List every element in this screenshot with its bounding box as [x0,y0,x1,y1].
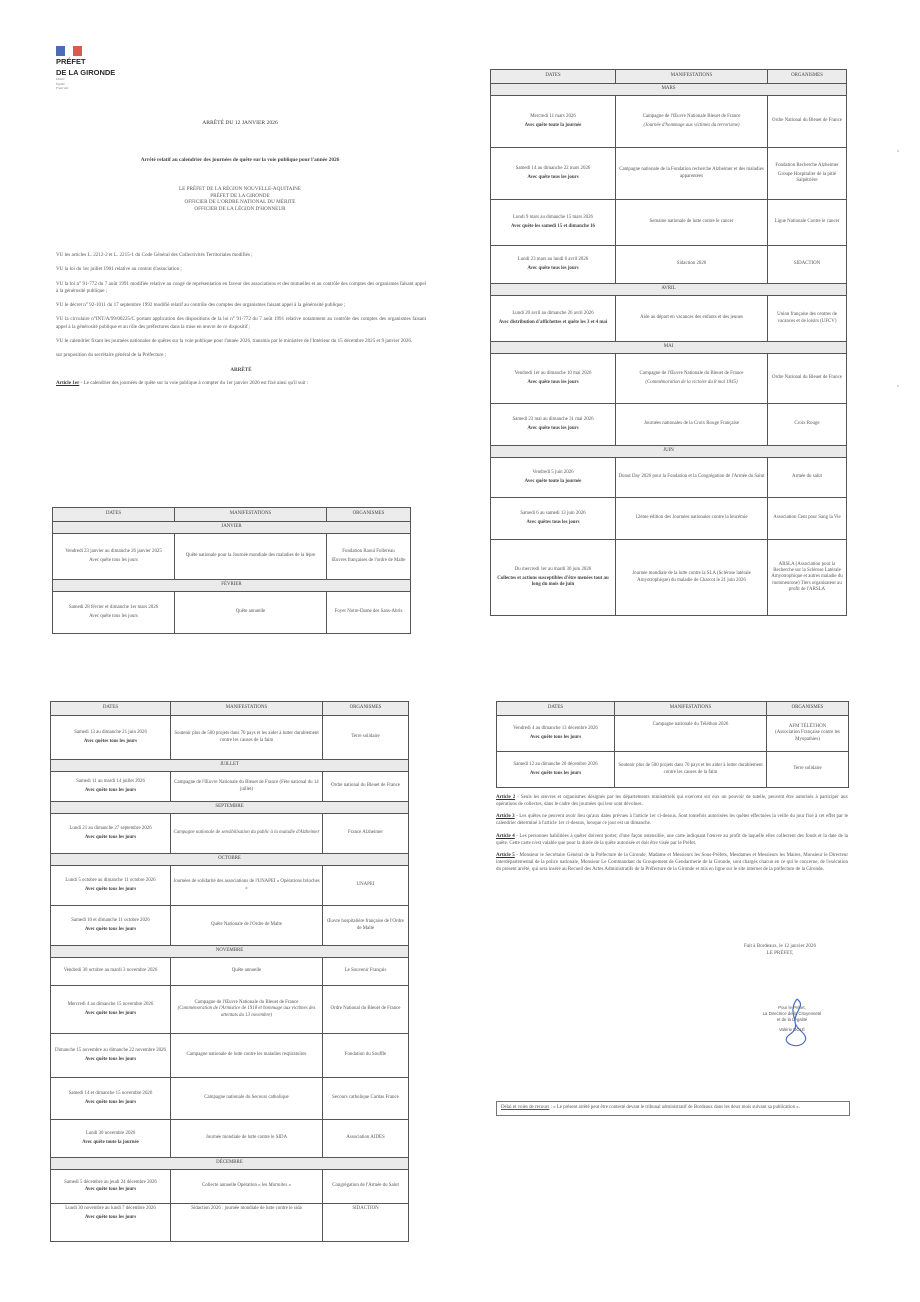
month-row-novembre: NOVEMBRE [51,946,409,958]
quete-note: Avec quête tous les jours [529,771,582,776]
motto-egalite: Égalité [56,81,65,86]
manifestation-cell: Campagne de l'Œuvre Nationale du Bleuet de France [194,1000,299,1006]
month-row-septembre: SEPTEMBRE [51,802,409,814]
organisme-cell: Union française des centres de vacances et de loisirs (UFCV) [768,296,847,342]
table-row [497,716,849,752]
manifestation-cell: Campagne nationale du Téléthon 2026 [615,716,767,752]
page-2 [490,65,850,655]
manifestation-cell: Campagne de l'Œuvre Nationale Bleuet de France [642,113,741,119]
organisme-cell: Fondation du Souffle [323,1034,409,1078]
prefet-logo [56,46,115,91]
marianne-flag-icon [56,46,82,56]
signatory-title: LE PRÉFET, [766,949,794,956]
recours-box [496,1101,850,1116]
visa-paragraph: VU le décret n° 92-1011 du 17 septembre 1992 modifié relatif au contrôle des comptes des organismes faisant appel à la générosité publique ; [56,302,346,309]
table-row [53,534,411,580]
article-1 [56,380,426,387]
document-title: ARRÊTÉ DU 12 JANVIER 2026 [202,120,278,126]
calendar-table-1 [52,507,411,634]
manifestation-cell: Campagne nationale de lutte contre les maladies respiratoires [171,1034,323,1078]
date-cell: Lundi 5 octobre au dimanche 11 octobre 2026 [65,877,156,883]
col-header-manifestations: MANIFESTATIONS [616,70,768,84]
month-row-janvier: JANVIER [53,522,411,534]
date-cell: Dimanche 15 novembre au dimanche 22 novembre 2026 [55,1047,166,1053]
page-1 [40,40,440,650]
date-cell: Lundi 20 avril au dimanche 26 avril 2026 [512,310,594,316]
signatory-role: La Directrice de la Citoyenneté [762,1011,822,1017]
date-cell: Vendredi 30 octobre au mardi 3 novembre 2026 [51,958,171,986]
manifestation-cell: Collecte annuelle Opération « les [202,1183,268,1189]
manifestation-cell: Sidaction 2026 : journée mondiale de lutte contre le sida [171,1204,323,1242]
table-header-row [53,508,411,522]
scan-mark [897,150,899,152]
col-header-dates: DATES [491,70,616,84]
quete-note: Avec quête tous les jours [89,614,138,619]
visas-block [56,252,426,394]
manifestation-cell: 12ème édition des Journées nationales contre la leucémie [616,498,768,540]
manifestation-cell: Sidaction 2026 [616,246,768,284]
quete-note: Avec quête tous les jours [84,1215,137,1221]
table-row [51,716,409,760]
authority-block [40,186,440,212]
col-header-manifestations: MANIFESTATIONS [171,702,323,716]
logo-name-line2: DE LA GIRONDE [56,67,116,77]
table-header-row [491,70,847,84]
calendar-table-4 [496,701,849,788]
date-cell: Vendredi 1er au dimanche 10 mai 2026 [514,370,592,376]
organisme-cell: AFM TÉLÉTHON [788,724,827,730]
scan-mark [897,385,899,387]
manifestation-cell: Quête Nationale de l'Ordre de Malte [171,906,323,946]
col-header-dates: DATES [53,508,175,522]
page-4 [490,695,852,1155]
manifestation-cell: Campagne de l'Œuvre Nationale du Bleuet de France (Fête national du 14 juillet) [171,772,323,802]
visa-paragraph: sur proposition du secrétaire général de la Préfecture ; [56,352,167,359]
quete-note: Avec quêtes tous les jours [83,739,138,744]
date-cell: Samedi 23 mai au dimanche 31 mai 2026 [512,416,594,422]
organisme-cell: Terre solidaire [323,716,409,760]
month-row-juin: JUIN [491,446,847,458]
table-row [51,1204,409,1242]
col-header-manifestations: MANIFESTATIONS [175,508,327,522]
article-1-label: Article 1er [56,379,80,386]
table-row [491,246,847,284]
authority-line: PRÉFET DE LA GIRONDE [210,192,270,199]
manifestation-cell: Journée mondiale de lutte contre le SIDA [171,1120,323,1158]
organisme-cell: Fondation Recherche Alzheimer [775,162,839,168]
visa-paragraph: VU la loi du 1er juillet 1901 relative au contrat d'association ; [56,266,182,273]
col-header-manifestations: MANIFESTATIONS [615,702,767,716]
motto-fraternite: Fraternité [56,86,69,91]
date-cell: Samedi 12 au dimanche 20 décembre 2026 [513,761,598,767]
quete-note: Avec quête tous les jours [84,887,137,892]
month-row-mai: MAI [491,342,847,354]
manifestation-note: (Commémoration de la victoire du 8 mai 1945) [645,380,738,385]
visa-paragraph: VU les articles L. 2212-2 et L. 2215-1 du Code Général des Collectivités Territoriales modifiés ; [56,252,253,258]
motto-liberte: Liberté [56,77,65,81]
organisme-cell: France Alzheimer [323,814,409,854]
articles-block [496,795,848,879]
quete-note: Avec quête tous les jours [84,927,137,932]
table-row [51,1078,409,1120]
table-row [491,200,847,246]
date-cell: Vendredi 23 janvier au dimanche 26 janvier 2025 [65,548,162,554]
signatory-for: Pour le Préfet, [778,1005,806,1010]
organisme-cell: Foyer Notre-Dame des Sans-Abris [327,592,411,634]
manifestation-cell: Campagne nationale de la Fondation recherche Alzheimer et des maladies apparentées [616,148,768,200]
col-header-dates: DATES [497,702,615,716]
quete-note: Avec quête tous les jours [84,835,137,840]
date-cell: Samedi 5 décembre au jeudi 24 décembre 2026 [64,1179,157,1185]
manifestation-cell: Aide au départ en vacances des enfants et des jeunes [616,296,768,342]
quete-note: Avec quête tous les jours [527,380,579,385]
quete-note: Avec quête tous les jours [527,266,579,271]
quete-note: Avec distribution d'affichettes et quête les 3 et 4 mai [498,320,608,325]
organisme-cell: Fondation Raoul Follereau [342,548,395,554]
manifestation-note: (Commémoration de l'Armistice de 1918 et hommage aux victimes des attentats du 13 novembre) [177,1006,316,1018]
authority-line: OFFICIER DE L'ORDRE NATIONAL DU MÉRITE [184,199,296,206]
manifestation-cell: Quête annuelle [175,592,327,634]
organisme-cell: Ordre National du Bleuet de France [323,986,409,1034]
organisme-cell: Croix Rouge [768,404,847,446]
table-header-row [51,702,409,716]
organisme-cell: UNAPEI [323,866,409,906]
manifestation-cell: Soutenir plus de 500 projets dans 70 pays et les aider à lutter durablement contre les causes de la faim [171,716,323,760]
organisme-cell: SIDACTION [323,1204,409,1242]
organisme-cell: Terre solidaire [767,752,849,788]
article-1-text: - Le calendrier des journées de quête sur la voie publique à compter du 1er janvier 2026 est fixé ainsi qu'il suit : [79,379,309,386]
date-cell: Lundi 9 mars au dimanche 15 mars 2026 [513,214,593,220]
authority-line: LE PRÉFET DE LA RÉGION NOUVELLE-AQUITAINE [178,186,302,192]
table-row [491,354,847,404]
table-row [51,1120,409,1158]
month-row-juillet: JUILLET [51,760,409,772]
organisme-cell: Œuvre hospitalière française de l'Ordre de Malte [323,906,409,946]
table-row [53,592,411,634]
manifestation-cell: Quête annuelle [171,958,323,986]
authority-line: OFFICIER DE LA LÉGION D'HONNEUR [194,205,286,212]
table-row [491,96,847,148]
visa-paragraph: VU le calendrier fixant les journées nationales de quêtes sur la voie publique pour l'année 2026, transmis par le ministère de l'Intérieur du 15 décembre 2025 et 9 janvier 2026. [56,338,413,345]
organisme-cell: Groupe Hospitalier de la pitié Salpêtrière [777,171,837,184]
organisme-cell: Association Cent pour Sang la Vie [768,498,847,540]
article-5: Article 5 - Monsieur le Secrétaire Général de la Préfecture de la Gironde, Madame et Messieurs les Sous-Préfets, Mesdames et Messieurs les Maires, Monsieur le Directeur interdépartemental de la police nationale, Monsieur Le Commandant du Groupement de Gendarmerie de la Gironde, sont chargés chacun en ce qui le concerne, de l'exécution du présent arrêté, qui sera inséré au Recueil des Actes Administratifs de la Préfecture de la Gironde et mis en ligne sur le site internet de la préfecture de la Gironde. [496,853,848,872]
col-header-organismes: ORGANISMES [767,702,849,716]
organisme-cell: Armée du salut [768,458,847,498]
organisme-cell: ARSLA (Association pour la Recherche sur la Sclérose Latérale Amyotrophique et autres maladie du motoneurone) Tiers organisateur au profit de l'ARSLA [768,540,847,616]
quete-note: Avec quête tous les jours [89,558,138,563]
month-row-decembre: DÉCEMBRE [51,1158,409,1170]
manifestation-cell: Campagne nationale de sensibilisation du public à la maladie d'Alzheimer [173,830,320,836]
quete-note: Avec quête tous les jours [84,788,137,793]
quete-note: Avec quête tous les jours [84,1187,137,1192]
calendar-table-3 [50,701,409,1242]
manifestation-italic: Marmites [268,1183,288,1189]
date-cell: Du mercredi 1er au mardi 30 juin 2026 [514,566,592,572]
table-row [491,498,847,540]
quete-note: Collectes et actions susceptibles d'être menées tout au long du mois de juin [497,575,609,588]
manifestation-cell: Donut Day 2026 pour la Fondation et la Congrégation de l'Armée du Salut [616,458,768,498]
table-row [497,752,849,788]
organisme-cell: (Association Française contre les Myopathies) [775,730,840,742]
date-cell: Lundi 30 novembre 2026 [85,1130,136,1136]
table-row [491,148,847,200]
visa-paragraph: VU la loi n° 91-772 du 7 août 1991 modifiée relative au congé de représentation en faveur des associations et des mutuelles et au contrôle des comptes des organismes faisant appel à la générosité publique ; [56,280,426,294]
quete-note: Avec quête tous les jours [527,175,579,180]
col-header-organismes: ORGANISMES [323,702,409,716]
date-cell: Samedi 6 au samedi 13 juin 2026 [520,510,586,516]
date-cell: Samedi 14 et dimanche 15 novembre 2026 [68,1090,153,1096]
quete-note: Avec quêtes tous les jours [526,520,580,525]
quete-note: Avec quête tous les jours [529,735,582,740]
manifestation-cell: Campagne de l'Œuvre Nationale du Bleuet de France [639,370,744,376]
date-cell: Samedi 10 et dimanche 11 octobre 2026 [71,917,150,923]
date-cell: Vendredi 4 au dimanche 13 décembre 2026 [513,725,598,731]
quete-note: Avec quête tous les jours [84,1011,137,1016]
table-row [51,906,409,946]
calendar-table-2 [490,69,847,616]
date-cell: Samedi 11 au mardi 14 juillet 2026 [76,778,145,784]
article-5-label: Article 5 [496,853,515,859]
recours-text: : « Le présent arrêté peut être contesté devant le tribunal administratif de Bordeaux dans les deux mois suivant sa publication ». [549,1105,800,1110]
manifestation-cell: Semaine nationale de lutte contre le cancer [616,200,768,246]
quete-note: Avec quête tous les jours [527,426,579,431]
table-row [51,866,409,906]
manifestation-cell: Soutenir plus de 500 projets dans 70 pays et les aider à lutter durablement contre les causes de la faim [615,752,767,788]
manifestation-cell: Journées nationales de la Croix Rouge Française [616,404,768,446]
date-cell: Lundi 21 au dimanche 27 septembre 2026 [69,825,152,831]
organisme-cell: Secours catholique Caritas France [323,1078,409,1120]
organisme-cell: Congrégation de l'Armée du Salut [323,1170,409,1204]
table-row [491,540,847,616]
col-header-dates: DATES [51,702,171,716]
date-cell: Lundi 23 mars au lundi 6 avril 2026 [517,256,589,262]
signatory-name: Valérie DOLÉ [779,1026,805,1032]
organisme-cell: Ordre national du Bleuet de France [323,772,409,802]
quete-note: Avec quête toute la journée [524,479,582,484]
date-cell: Samedi 14 au dimanche 22 mars 2026 [515,165,591,171]
manifestation-cell: Journée mondiale de la lutte contre la SLA (Sclérose latérale Amyotrophique) du maladie de Charcot le 21 juin 2026 [616,540,768,616]
quete-note: Avec quête toute la journée [82,1140,139,1145]
table-row [51,986,409,1034]
signature-header [720,943,840,956]
article-2-label: Article 2 [496,795,516,800]
organisme-cell: Œuvres françaises de l'ordre de Malte [331,558,406,563]
manifestation-note: (Journée d'hommage aux victimes du terrorisme) [643,123,740,128]
organisme-cell: Ordre National du Bleuet de France [768,354,847,404]
col-header-organismes: ORGANISMES [768,70,847,84]
article-4-label: Article 4 [496,833,515,839]
date-cell: Samedi 28 février et dimanche 1er mars 2026 [68,604,159,610]
month-row-fevrier: FÉVRIER [53,580,411,592]
date-cell: Samedi 13 au dimanche 21 juin 2026 [74,729,147,735]
date-cell: Mercredi 11 mars 2026 [530,113,576,119]
quete-note: Avec quête les samedi 15 et dimanche 16 [511,224,595,229]
quete-note: Avec quête tous les jours [84,1057,137,1062]
manifestation-cell: Campagne nationale du Secours catholique [171,1078,323,1120]
table-row [491,296,847,342]
organisme-cell: Association AIDES [323,1120,409,1158]
manifestation-cell: Journées de solidarité des associations de l'UNAPEI « Opérations brioches » [171,866,323,906]
article-3: Article 3 - Les quêtes ne peuvent avoir lieu qu'aux dates prévues à l'article 1er ci-dessus. Sont toutefois autorisées les quêtes effectuées la veille du jour fixé à cet effet par le calendrier déterminé à l'article 1er ci-dessus, lorsque ce jour est un dimanche. [496,814,848,827]
date-cell: Lundi 30 novembre au lundi 7 décembre 2026 [65,1206,156,1211]
table-row: Samedi 5 décembre au jeudi 24 décembre 2026 Avec quête tous les jours Collecte annuelle Opération « les Marmites » Congrégation de l'Armée du Salut [51,1170,409,1204]
organisme-cell: Le Souvenir Français [323,958,409,986]
table-row [51,814,409,854]
table-row [51,958,409,986]
place-date: Fait à Bordeaux, le 12 janvier 2026 [743,943,816,949]
date-cell: Mercredi 4 au dimanche 15 novembre 2026 [67,1001,154,1007]
table-row [51,772,409,802]
recours-label: Délai et voies de recours [501,1105,550,1110]
table-row [491,404,847,446]
month-row-mars: MARS [491,84,847,96]
article-4: Article 4 - Les personnes habilitées à quêter doivent porter, d'une façon ostensible, une carte indiquant l'œuvre au profit de laquelle elles collectent des fonds et la date de la quête. Cette carte n'est valable que pour la durée de la quête autorisée et doit être visée par le Préfet. [496,833,848,846]
page-3 [50,695,412,1270]
col-header-organismes: ORGANISMES [327,508,411,522]
logo-name-line1: PRÉFET [56,57,86,66]
organisme-cell: Ordre National du Bleuet de France [768,96,847,148]
manifestation-cell: Quête nationale pour la Journée mondiale des maladies de la lèpre [175,534,327,580]
month-row-octobre: OCTOBRE [51,854,409,866]
organisme-cell: SIDACTION [768,246,847,284]
signatory-role: et de la Légalité [776,1017,808,1023]
table-row [51,1034,409,1078]
month-row-avril: AVRIL [491,284,847,296]
arrete-heading: ARRÊTÉ [230,366,252,373]
article-3-label: Article 3 [496,814,515,820]
quete-note: Avec quête toute la journée [524,123,582,128]
table-header-row [497,702,849,716]
table-row [491,458,847,498]
organisme-cell: Ligue Nationale Contre le cancer [768,200,847,246]
article-2: Article 2 - Seuls les œuvres et organismes désignés par les départements ministériels qui exercent sur eux un pouvoir de tutelle, peuvent être autorisés à participer aux opérations de collectes, dans le cadre des journées qui leur sont dévolues. [496,795,848,807]
document-subtitle: Arrêté relatif au calendrier des journées de quête sur la voie publique pour l'année 2026 [140,157,340,163]
visa-paragraph: VU la circulaire n°INT/A/99/00225/C portant application des dispositions de la loi n° 91-772 du 7 août 1991 relative notamment au contrôle des comptes des organismes faisant appel à la générosité publique et au rôle des préfectures dans la mise en œuvre de ce dispositif ; [56,316,426,330]
quete-note: Avec quête tous les jours [84,1100,137,1105]
signature-block [752,1005,832,1033]
date-cell: Vendredi 5 juin 2026 [532,469,574,475]
